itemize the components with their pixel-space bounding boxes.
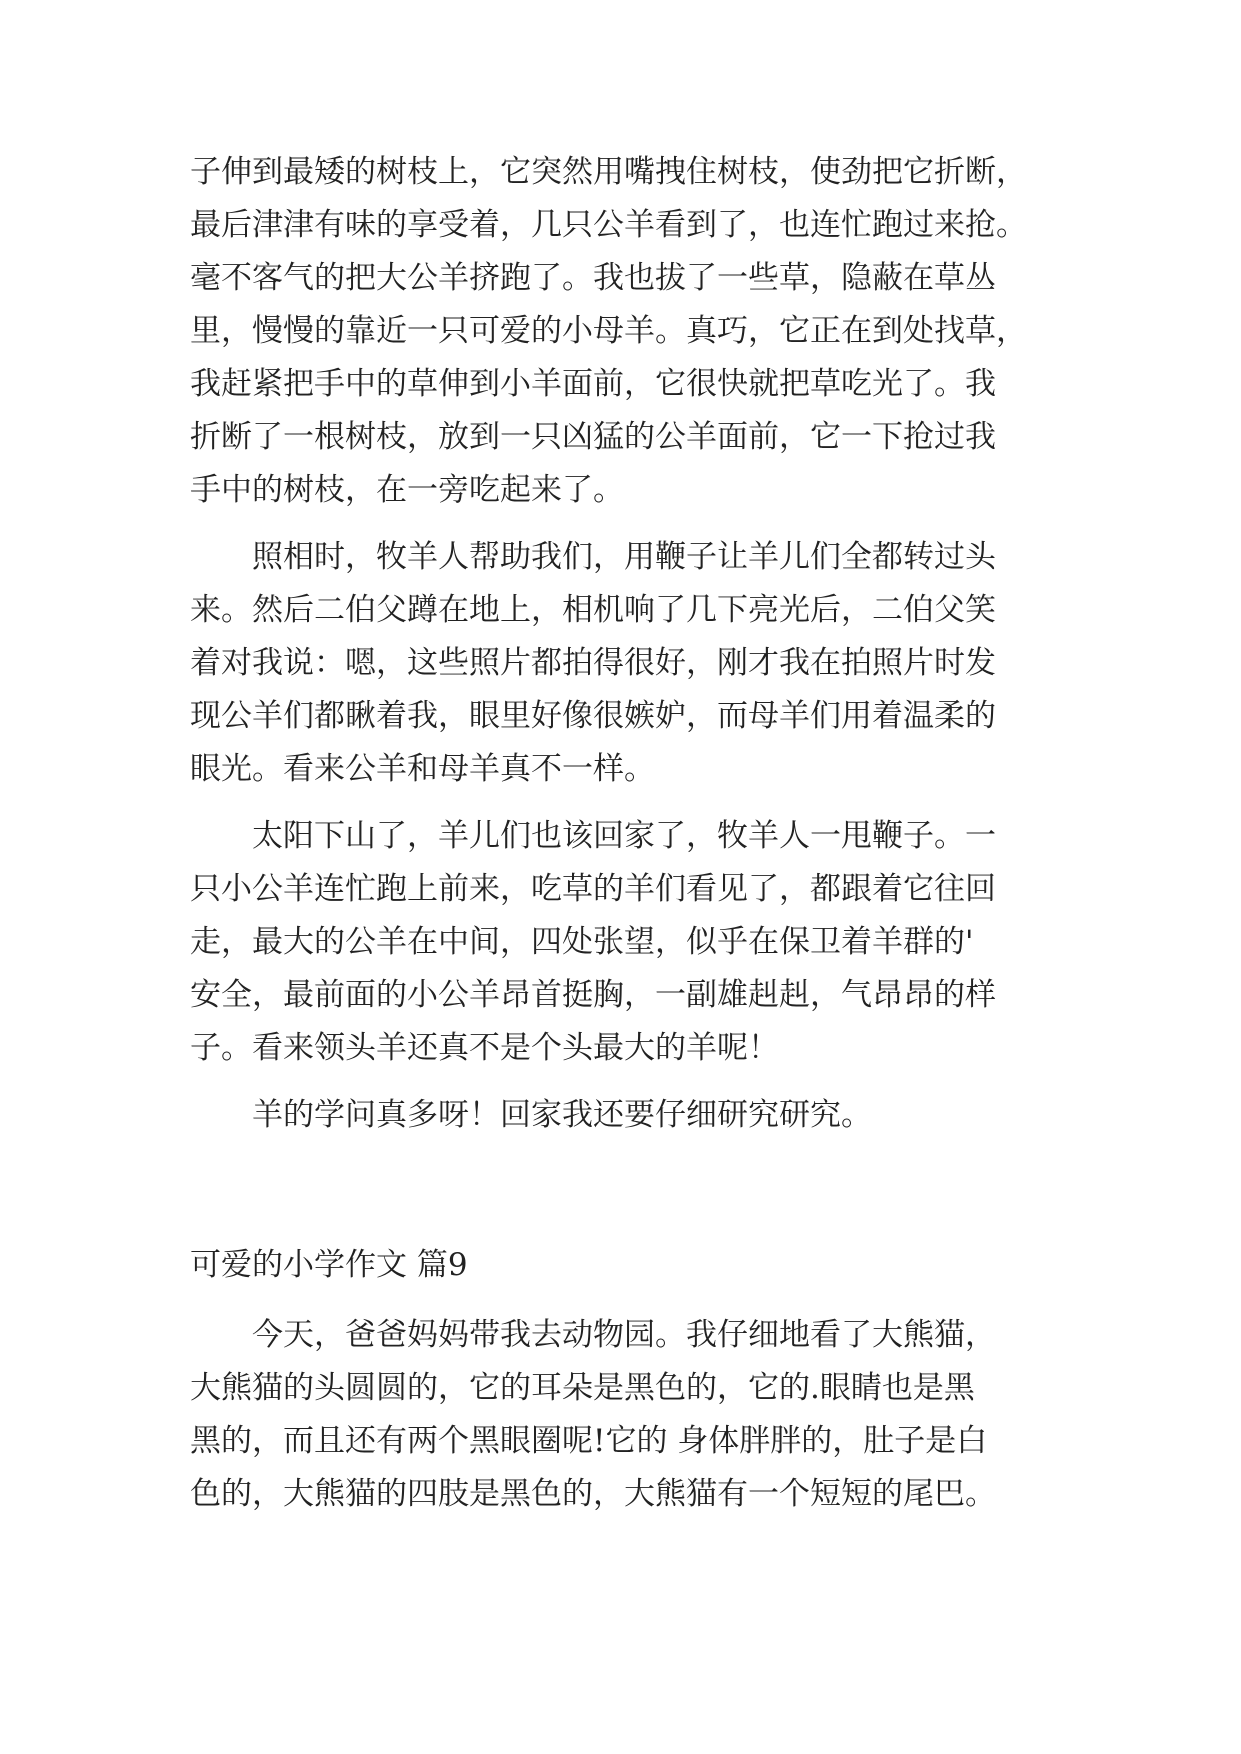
- text-line: 子。看来领头羊还真不是个头最大的羊呢！: [190, 1030, 779, 1066]
- text-line: 子伸到最矮的树枝上，它突然用嘴拽住树枝，使劲把它折断，: [190, 154, 1027, 190]
- text-line: 大熊猫的头圆圆的，它的耳朵是黑色的，它的.眼睛也是黑: [190, 1370, 975, 1406]
- text-line: 安全，最前面的小公羊昂首挺胸，一副雄赳赳，气昂昂的样: [190, 977, 996, 1013]
- text-line: 走，最大的公羊在中间，四处张望，似乎在保卫着羊群的': [190, 924, 974, 960]
- text-line: 今天，爸爸妈妈带我去动物园。我仔细地看了大熊猫，: [252, 1317, 996, 1353]
- section-title: 可爱的小学作文 篇9: [190, 1247, 468, 1283]
- text-line: 最后津津有味的享受着，几只公羊看到了，也连忙跑过来抢。: [190, 207, 1027, 243]
- text-line: 只小公羊连忙跑上前来，吃草的羊们看见了，都跟着它往回: [190, 871, 996, 907]
- text-line: 眼光。看来公羊和母羊真不一样。: [190, 751, 655, 787]
- text-line: 照相时，牧羊人帮助我们，用鞭子让羊儿们全都转过头: [252, 539, 996, 575]
- text-line: 羊的学问真多呀！回家我还要仔细研究研究。: [252, 1097, 872, 1133]
- text-line: 手中的树枝，在一旁吃起来了。: [190, 472, 624, 508]
- text-line: 我赶紧把手中的草伸到小羊面前，它很快就把草吃光了。我: [190, 366, 996, 402]
- text-line: 着对我说：嗯，这些照片都拍得很好，刚才我在拍照片时发: [190, 645, 996, 681]
- text-line: 现公羊们都瞅着我，眼里好像很嫉妒，而母羊们用着温柔的: [190, 698, 996, 734]
- text-line: 毫不客气的把大公羊挤跑了。我也拔了一些草，隐蔽在草丛: [190, 260, 996, 296]
- text-line: 里，慢慢的靠近一只可爱的小母羊。真巧，它正在到处找草，: [190, 313, 1027, 349]
- text-line: 黑的，而且还有两个黑眼圈呢!它的 身体胖胖的，肚子是白: [190, 1423, 988, 1459]
- text-line: 太阳下山了，羊儿们也该回家了，牧羊人一甩鞭子。一: [252, 818, 996, 854]
- text-line: 来。然后二伯父蹲在地上，相机响了几下亮光后，二伯父笑: [190, 592, 996, 628]
- text-line: 色的，大熊猫的四肢是黑色的，大熊猫有一个短短的尾巴。: [190, 1476, 996, 1512]
- text-line: 折断了一根树枝，放到一只凶猛的公羊面前，它一下抢过我: [190, 419, 996, 455]
